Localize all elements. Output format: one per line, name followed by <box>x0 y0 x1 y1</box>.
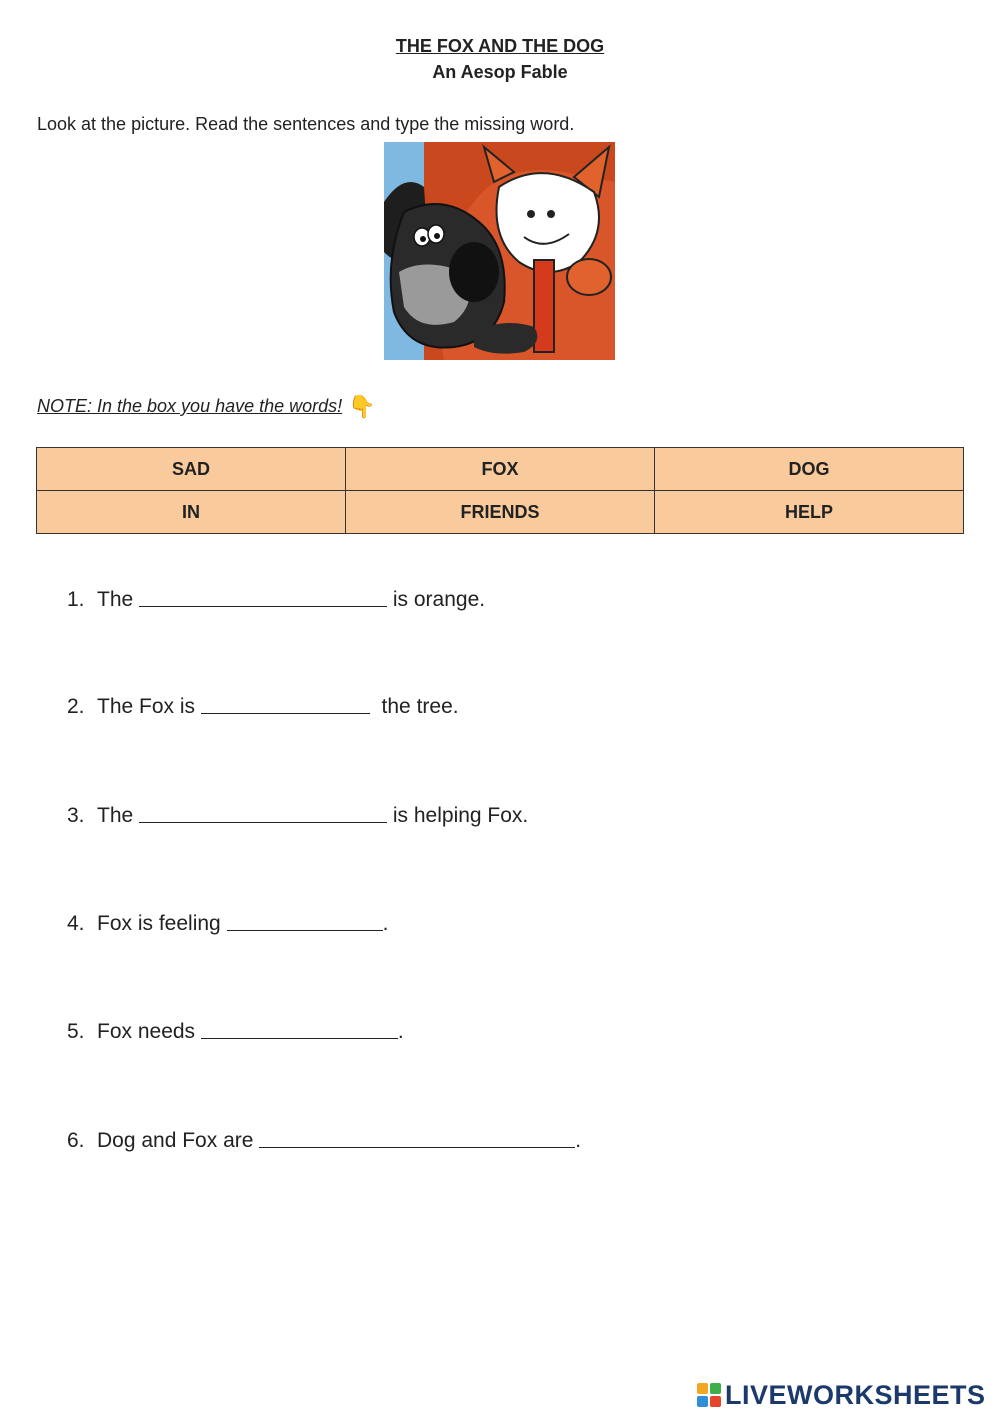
question-text-before: The <box>97 588 140 611</box>
fox-and-dog-illustration <box>384 142 615 360</box>
word-bank-cell: DOG <box>655 448 964 491</box>
word-bank-cell: IN <box>37 491 346 534</box>
word-bank-cell: FRIENDS <box>346 491 655 534</box>
question-text-before: Fox needs <box>97 1020 201 1043</box>
note <box>37 394 376 420</box>
answer-blank-2[interactable] <box>201 712 370 714</box>
answer-blank-3[interactable] <box>139 821 387 823</box>
question-text-before: Fox is feeling <box>97 912 227 935</box>
answer-blank-6[interactable] <box>259 1146 575 1148</box>
question-text-before: Dog and Fox are <box>97 1129 260 1152</box>
liveworksheets-icon <box>697 1383 721 1407</box>
pointing-down-icon: 👇 <box>348 394 376 419</box>
question-text-after: is helping Fox. <box>387 804 529 827</box>
question-2 <box>67 695 459 719</box>
question-3 <box>67 804 528 828</box>
question-text-after: . <box>397 1020 404 1043</box>
word-bank-cell: SAD <box>37 448 346 491</box>
question-text-before: The <box>97 804 140 827</box>
word-bank-row <box>37 491 964 534</box>
word-bank-cell: FOX <box>346 448 655 491</box>
word-bank-cell: HELP <box>655 491 964 534</box>
question-number: 5. <box>67 1020 85 1043</box>
answer-blank-1[interactable] <box>139 605 387 607</box>
word-bank-table <box>36 447 964 534</box>
question-number: 2. <box>67 695 85 718</box>
answer-blank-4[interactable] <box>227 929 383 931</box>
question-text-before: The Fox is <box>97 695 201 718</box>
brand-name: LIVEWORKSHEETS <box>725 1379 986 1410</box>
question-number: 4. <box>67 912 85 935</box>
question-number: 3. <box>67 804 85 827</box>
question-number: 6. <box>67 1129 85 1152</box>
note-text: NOTE: In the box you have the words! <box>37 396 343 416</box>
instructions-text: Look at the picture. Read the sentences and type the missing word. <box>37 114 575 134</box>
word-bank-row <box>37 448 964 491</box>
question-text-after: is orange. <box>387 588 486 611</box>
question-5 <box>67 1020 404 1044</box>
question-number: 1. <box>67 588 85 611</box>
page-title: THE FOX AND THE DOG <box>395 36 605 56</box>
answer-blank-5[interactable] <box>201 1037 398 1039</box>
page-subtitle: An Aesop Fable <box>432 62 568 82</box>
question-text-after: . <box>575 1129 582 1152</box>
question-6 <box>67 1129 581 1153</box>
question-1 <box>67 588 485 612</box>
liveworksheets-logo <box>697 1381 986 1409</box>
question-text-after: the tree. <box>369 695 459 718</box>
question-4 <box>67 912 388 936</box>
question-text-after: . <box>382 912 389 935</box>
